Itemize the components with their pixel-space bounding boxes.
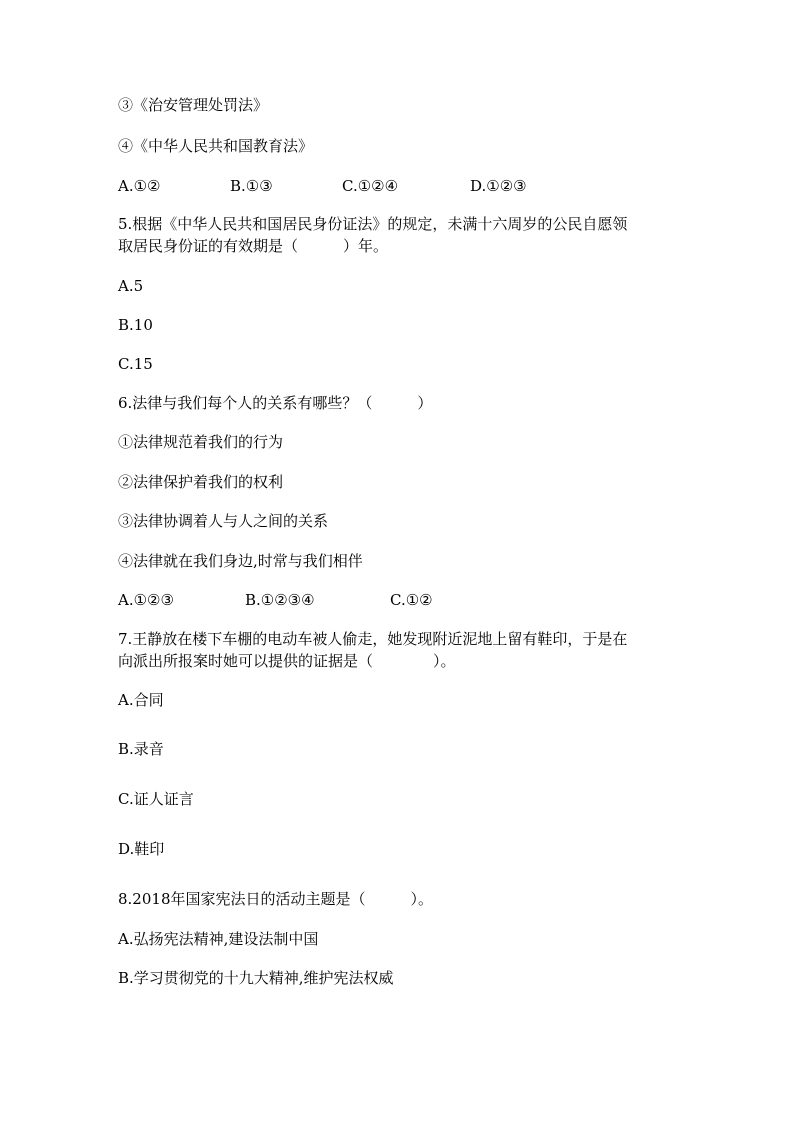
q7-option-d: D.鞋印: [118, 840, 165, 858]
q7-stem-line-1: 7.王静放在楼下车棚的电动车被人偷走，她发现附近泥地上留有鞋印，于是在: [118, 630, 628, 648]
q6-stem: 6.法律与我们每个人的关系有哪些？（ ）: [118, 394, 433, 412]
q6-item-1: ①法律规范着我们的行为: [118, 433, 284, 451]
q6-option-a: A.①②③: [118, 591, 174, 609]
q7-stem-line-2: 向派出所报案时她可以提供的证据是（ ）。: [118, 652, 456, 670]
q5-stem-line-1: 5.根据《中华人民共和国居民身份证法》的规定，未满十六周岁的公民自愿领: [118, 215, 628, 233]
q7-option-a: A.合同: [118, 691, 164, 709]
q5-option-a: A.5: [118, 277, 144, 295]
q5-option-c: C.15: [118, 355, 153, 373]
q8-stem: 8.2018年国家宪法日的活动主题是（ ）。: [118, 890, 433, 908]
q6-item-2: ②法律保护着我们的权利: [118, 473, 284, 491]
q4-option-c: C.①②④: [342, 177, 399, 195]
q8-option-b: B.学习贯彻党的十九大精神,维护宪法权威: [118, 969, 394, 987]
q4-item-4: ④《中华人民共和国教育法》: [118, 137, 314, 155]
q6-item-3: ③法律协调着人与人之间的关系: [118, 512, 329, 530]
q5-option-b: B.10: [118, 316, 153, 334]
q6-option-b: B.①②③④: [245, 591, 315, 609]
q8-option-a: A.弘扬宪法精神,建设法制中国: [118, 930, 319, 948]
q5-stem-line-2: 取居民身份证的有效期是（ ）年。: [118, 237, 389, 255]
q4-option-a: A.①②: [118, 177, 161, 195]
q4-option-d: D.①②③: [470, 177, 527, 195]
q4-option-b: B.①③: [230, 177, 273, 195]
q7-option-c: C.证人证言: [118, 790, 194, 808]
q6-item-4: ④法律就在我们身边,时常与我们相伴: [118, 552, 363, 570]
q7-option-b: B.录音: [118, 740, 164, 758]
q6-option-c: C.①②: [390, 591, 433, 609]
q4-item-3: ③《治安管理处罚法》: [118, 96, 269, 114]
